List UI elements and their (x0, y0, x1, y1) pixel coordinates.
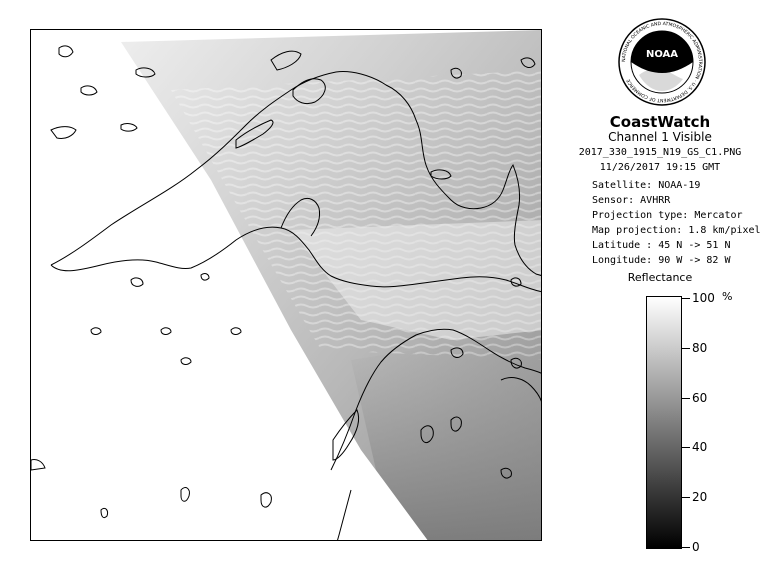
logo-text: NOAA (645, 49, 679, 60)
map-projection-label: Map projection: 1.8 km/pixel (592, 225, 761, 236)
scale-tick (682, 298, 690, 299)
noaa-logo-icon (617, 17, 707, 107)
scale-tick-label: 40 (692, 440, 708, 454)
small-lake-11 (231, 328, 241, 335)
scale-tick (682, 497, 690, 498)
sensor-label: Sensor: AVHRR (592, 195, 671, 206)
reflectance-colorbar (646, 296, 682, 549)
channel-name: Channel 1 Visible (608, 130, 712, 144)
small-lake-2 (59, 46, 73, 57)
scale-tick-label: 100 (692, 291, 715, 305)
longitude-label: Longitude: 90 W -> 82 W (592, 255, 731, 266)
small-lake-9 (201, 274, 209, 281)
small-lake-7 (181, 358, 191, 365)
scale-title: Reflectance (627, 271, 693, 284)
small-lake-6 (161, 328, 171, 335)
small-lake-13 (261, 493, 271, 507)
scale-tick-label: 60 (692, 391, 708, 405)
latitude-label: Latitude : 45 N -> 51 N (592, 240, 731, 251)
small-lake-15 (101, 508, 108, 517)
small-lake-10 (91, 328, 101, 335)
file-name: 2017_330_1915_N19_GS_C1.PNG (578, 147, 742, 158)
satellite-label: Satellite: NOAA-19 (592, 180, 701, 191)
scale-tick (682, 398, 690, 399)
dark-land-area (351, 330, 542, 541)
small-lake-5 (121, 124, 137, 132)
small-lake-8 (131, 278, 143, 286)
logo-ring-text: NATIONAL OCEANIC AND ATMOSPHERIC ADMINISTRATION · U.S. DEPARTMENT OF COMMERCE (621, 21, 703, 103)
product-brand: CoastWatch (609, 113, 711, 131)
scale-tick (682, 547, 690, 548)
scale-tick (682, 348, 690, 349)
lake-michigan-west-shore (337, 490, 351, 541)
satellite-image-map (30, 29, 542, 541)
scale-tick-label: 0 (692, 540, 700, 554)
small-lake-12 (181, 488, 189, 502)
small-lake-4 (81, 86, 97, 95)
map-svg (31, 30, 542, 541)
scale-unit: % (722, 290, 733, 303)
lake-of-the-woods (51, 127, 76, 139)
scale-tick (682, 447, 690, 448)
scale-tick-label: 20 (692, 490, 708, 504)
scale-tick-label: 80 (692, 341, 708, 355)
projection-type-label: Projection type: Mercator (592, 210, 743, 221)
small-lake-14 (31, 459, 45, 470)
acquisition-datetime: 11/26/2017 19:15 GMT (599, 162, 721, 173)
